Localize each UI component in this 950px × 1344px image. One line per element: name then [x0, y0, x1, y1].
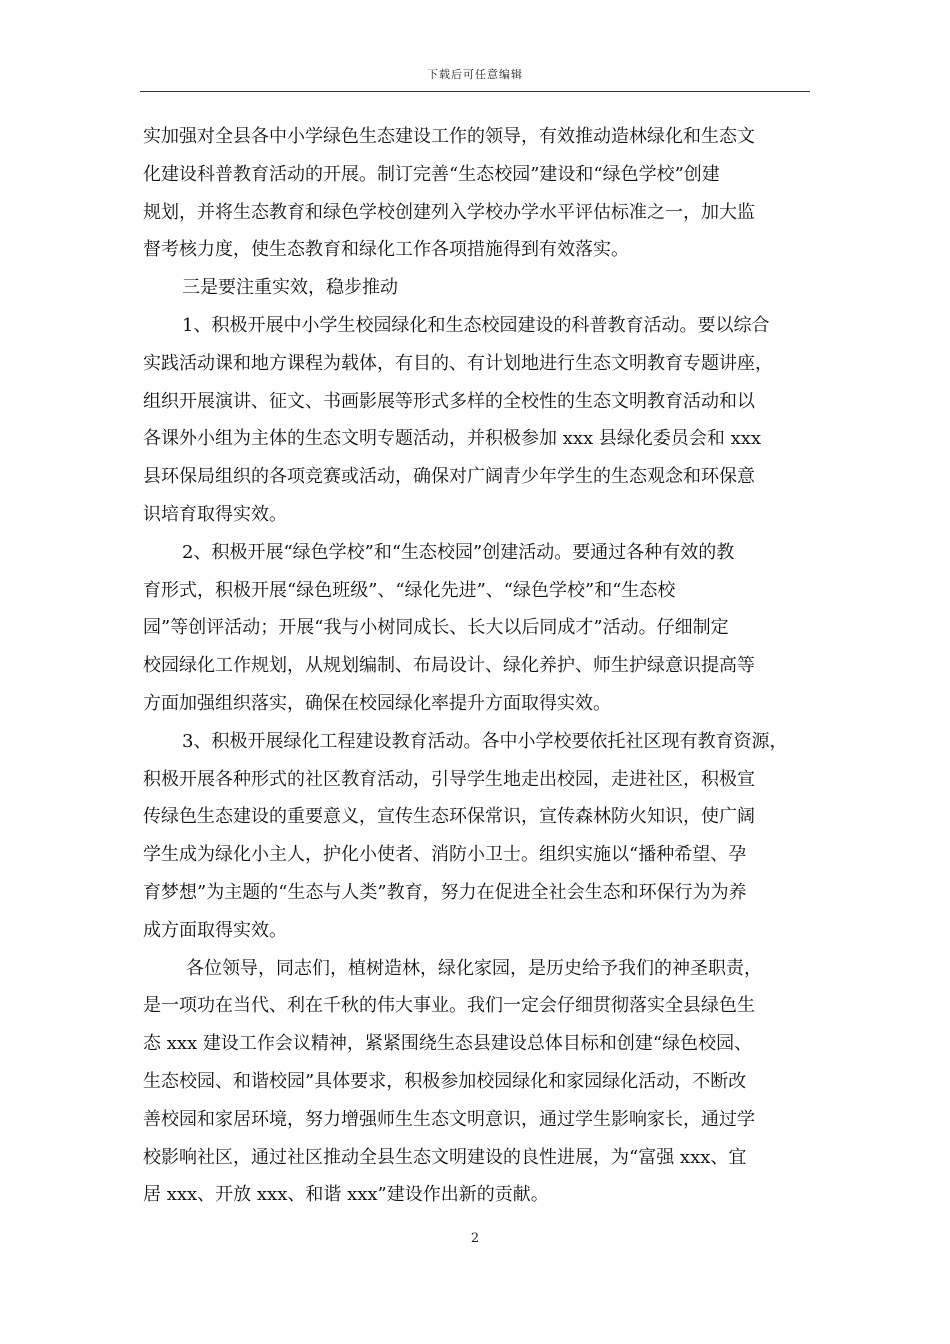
- text-line: 成方面取得实效。: [143, 919, 287, 941]
- text-line: 规划，并将生态教育和绿色学校创建列入学校办学水平评估标准之一，加大监: [143, 201, 755, 223]
- text-line: 各课外小组为主体的生态文明专题活动，并积极参加 xxx 县绿化委员会和 xxx: [143, 428, 762, 450]
- text-line: 居 xxx、开放 xxx、和谐 xxx”建设作出新的贡献。: [143, 1184, 549, 1206]
- text-line: 督考核力度，使生态教育和绿化工作各项措施得到有效落实。: [143, 239, 629, 261]
- text-line: 生态校园、和谐校园”具体要求，积极参加校园绿化和家园绿化活动，不断改: [143, 1070, 747, 1092]
- page-number: 2: [470, 1231, 480, 1246]
- text-line: 组织开展演讲、征文、书画影展等形式多样的全校性的生态文明教育活动和以: [143, 390, 755, 412]
- text-line: 3、积极开展绿化工程建设教育活动。各中小学校要依托社区现有教育资源，: [182, 730, 788, 752]
- text-line: 学生成为绿化小主人，护化小使者、消防小卫士。组织实施以“播种希望、孕: [143, 844, 747, 866]
- text-line: 校园绿化工作规划，从规划编制、布局设计、绿化养护、师生护绿意识提高等: [143, 655, 755, 677]
- text-line: 识培育取得实效。: [143, 503, 287, 525]
- text-line: 校影响社区，通过社区推动全县生态文明建设的良性进展，为“富强 xxx、宜: [143, 1146, 747, 1168]
- text-line: 积极开展各种形式的社区教育活动，引导学生地走出校园，走进社区，积极宣: [143, 768, 755, 790]
- text-line: 实践活动课和地方课程为载体，有目的、有计划地进行生态文明教育专题讲座，: [143, 352, 773, 374]
- text-line: 态 xxx 建设工作会议精神，紧紧围绕生态县建设总体目标和创建“绿色校园、: [143, 1033, 753, 1055]
- document-body: [143, 118, 813, 1214]
- section-heading: 三是要注重实效，稳步推动: [182, 277, 398, 299]
- text-line: 育梦想”为主题的“生态与人类”教育，努力在促进全社会生态和环保行为为养: [143, 881, 747, 903]
- text-line: 实加强对全县各中小学绿色生态建设工作的领导，有效推动造林绿化和生态文: [143, 126, 755, 147]
- text-line: 2、积极开展“绿色学校”和“生态校园”创建活动。要通过各种有效的教: [182, 541, 735, 563]
- text-line: 方面加强组织落实，确保在校园绿化率提升方面取得实效。: [143, 692, 611, 714]
- text-line: 县环保局组织的各项竞赛或活动，确保对广阔青少年学生的生态观念和环保意: [143, 466, 755, 488]
- text-line: 化建设科普教育活动的开展。制订完善“生态校园”建设和“绿色学校”创建: [143, 163, 720, 185]
- text-line: 是一项功在当代、利在千秋的伟大事业。我们一定会仔细贯彻落实全县绿色生: [143, 995, 755, 1017]
- text-line: 各位领导，同志们，植树造林，绿化家园，是历史给予我们的神圣职责，: [186, 957, 762, 979]
- text-line: 育形式，积极开展“绿色班级”、“绿化先进”、“绿色学校”和“生态校: [143, 579, 676, 601]
- text-line: 园”等创评活动；开展“我与小树同成长、长大以后同成才”活动。仔细制定: [143, 617, 729, 639]
- header-divider: [140, 91, 810, 92]
- text-line: 1、积极开展中小学生校园绿化和生态校园建设的科普教育活动。要以综合: [182, 314, 770, 336]
- page-header: 下载后可任意编辑: [427, 68, 523, 81]
- text-line: 善校园和家居环境，努力增强师生生态文明意识，通过学生影响家长，通过学: [143, 1108, 755, 1130]
- text-line: 传绿色生态建设的重要意义，宣传生态环保常识，宣传森林防火知识，使广阔: [143, 806, 755, 828]
